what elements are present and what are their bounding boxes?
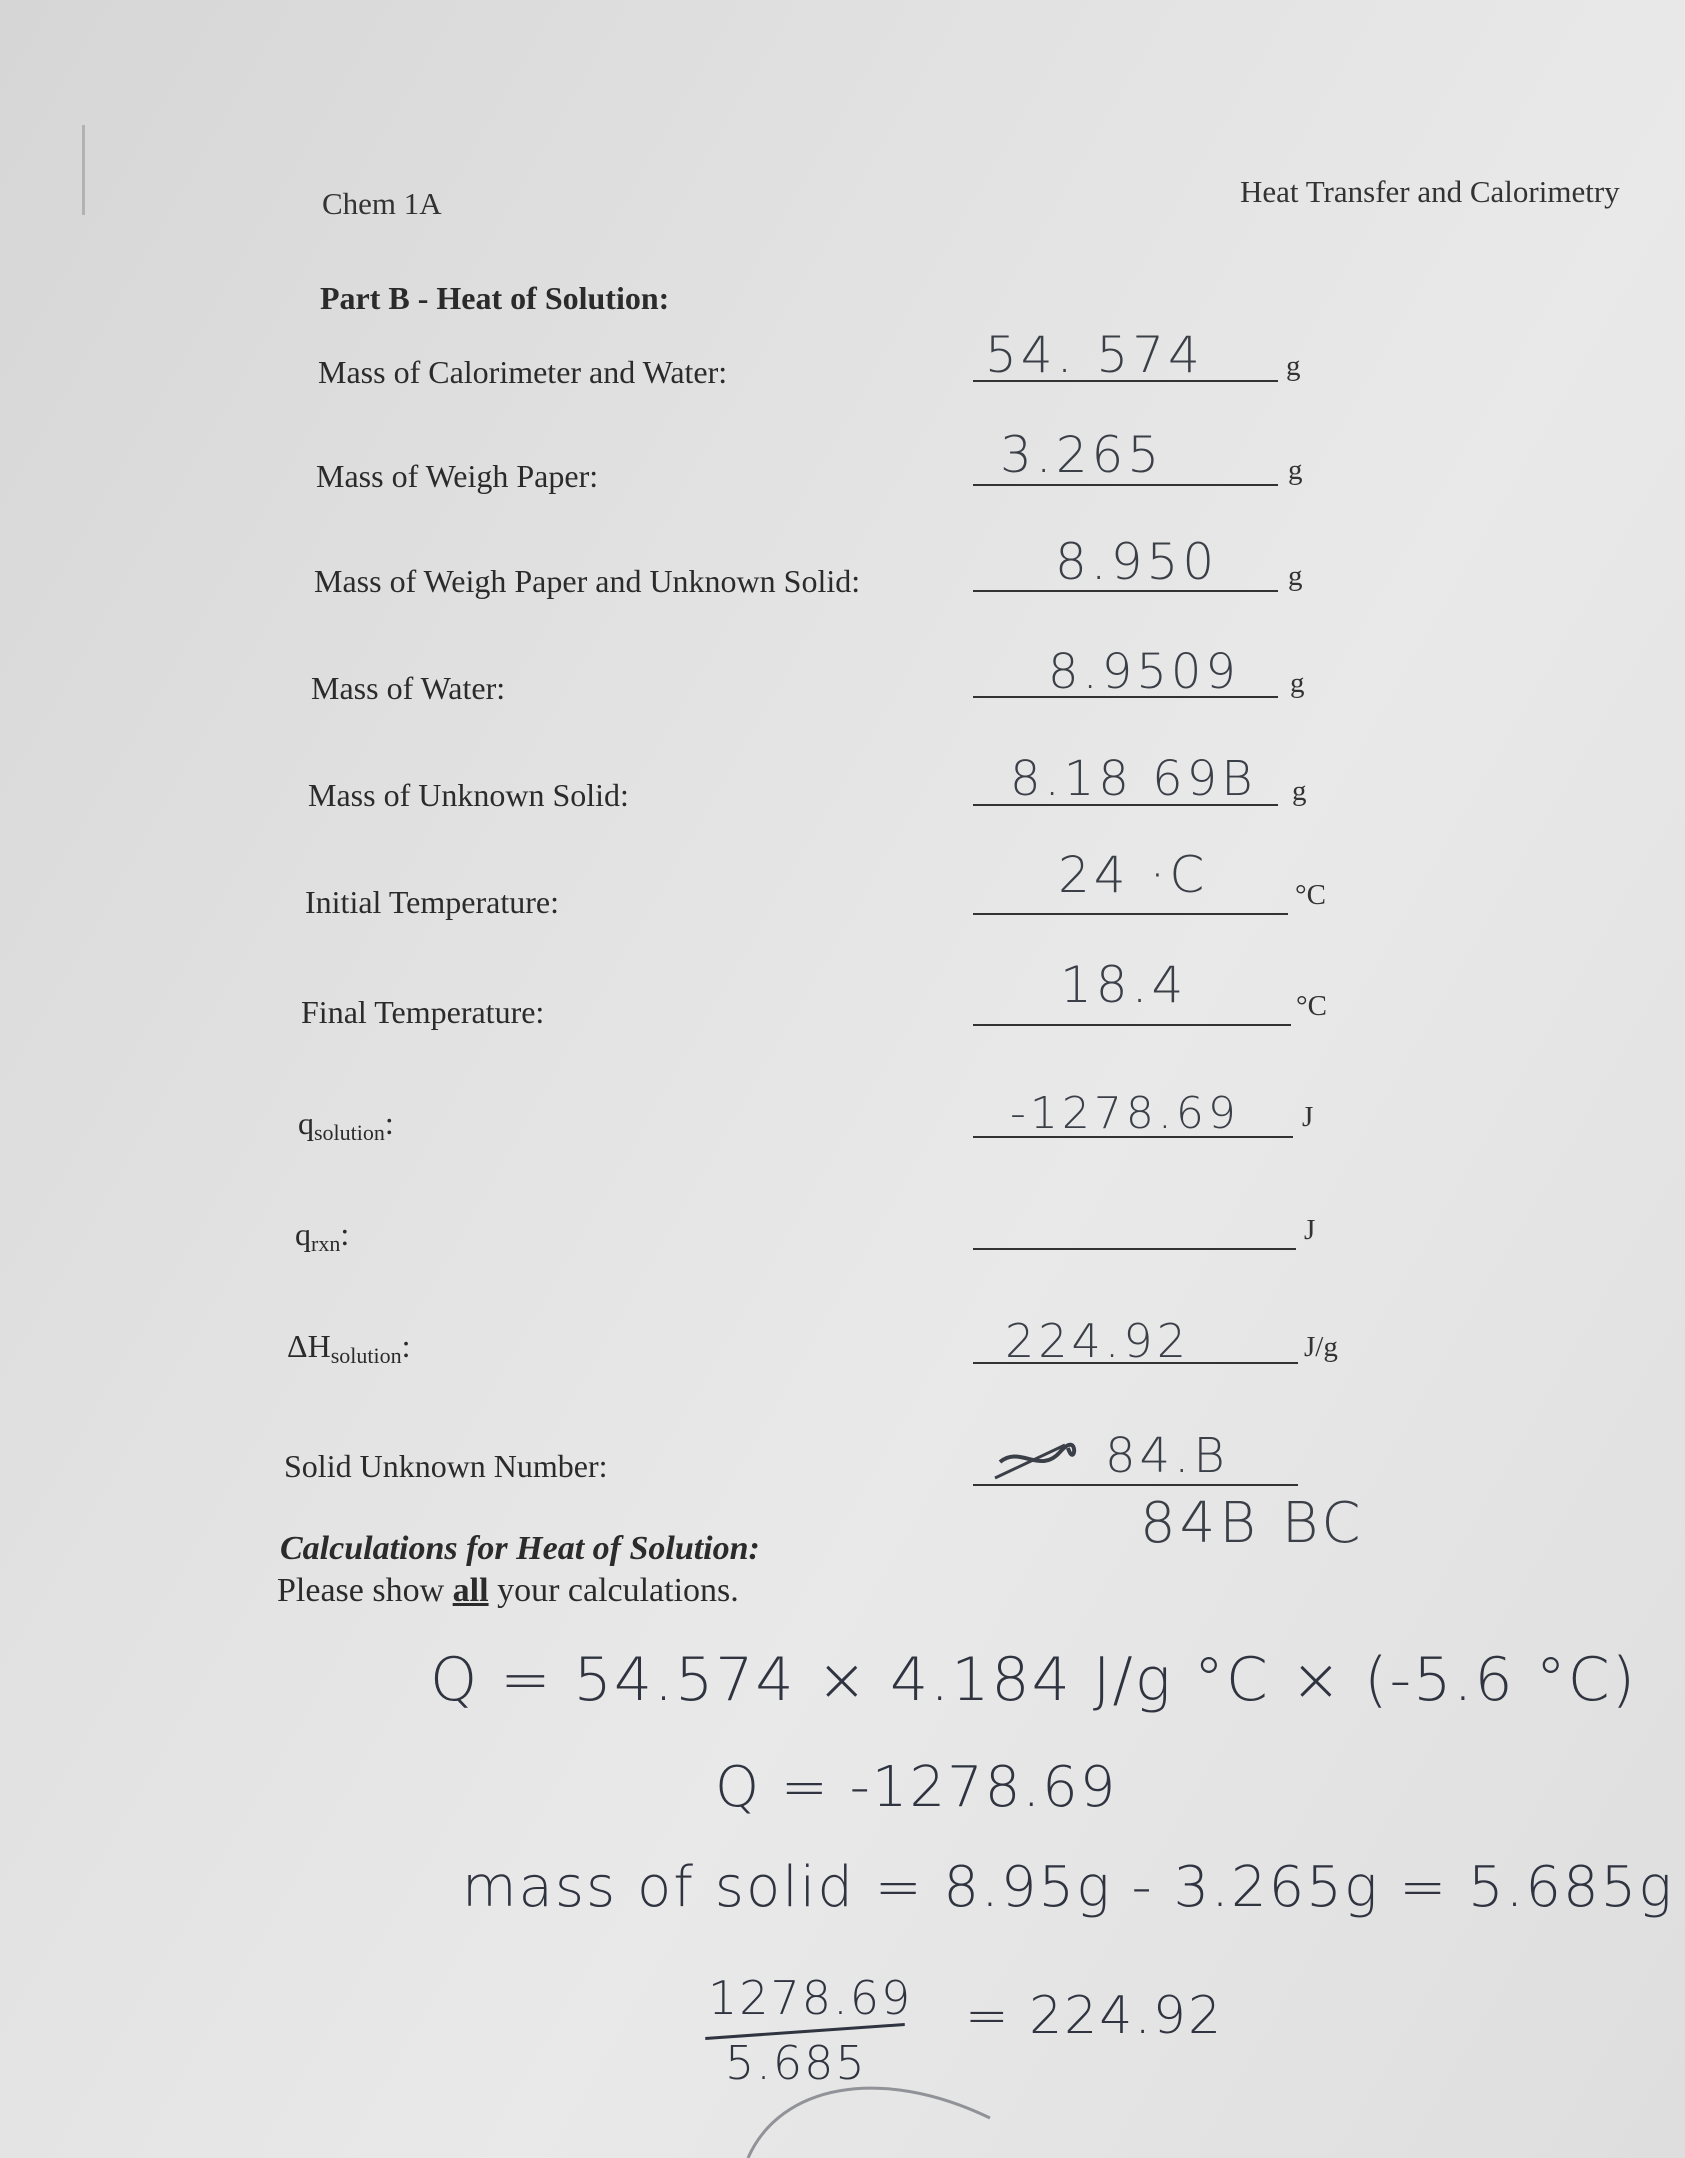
delta-h-symbol: ΔH: [287, 1328, 331, 1364]
calculations-title: Calculations for Heat of Solution:: [280, 1530, 760, 1567]
handwritten-value: 8.950: [1055, 533, 1219, 591]
handwritten-fraction-result: = 224.92: [965, 1986, 1224, 2046]
handwritten-value: 8.9509: [1048, 644, 1240, 700]
row-label-mass-calorimeter-water: Mass of Calorimeter and Water:: [318, 354, 728, 390]
label-colon: :: [401, 1328, 411, 1364]
course-title: Chem 1A: [322, 186, 442, 221]
unit: g: [1288, 454, 1303, 486]
handwritten-fraction-numerator: 1278.69: [708, 1971, 913, 2025]
instruction-emphasis: all: [452, 1572, 489, 1609]
handwritten-value: 84.B: [1105, 1428, 1229, 1484]
unit: °C: [1296, 990, 1327, 1022]
handwritten-calc-line-q: Q = 54.574 × 4.184 J/g °C × (-5.6 °C): [430, 1645, 1637, 1715]
page-edge-shadow: [82, 125, 85, 215]
row-label-solid-unknown-number: Solid Unknown Number:: [284, 1448, 608, 1484]
handwritten-value: 24 ·C: [1058, 846, 1209, 904]
label-colon: :: [384, 1105, 394, 1141]
answer-line: [973, 1216, 1296, 1250]
handwritten-value: -1278.69: [1010, 1088, 1240, 1139]
q-symbol: q: [298, 1105, 314, 1141]
row-label-mass-water: Mass of Water:: [311, 670, 506, 706]
unit: g: [1286, 350, 1301, 382]
handwritten-value: 18.4: [1060, 956, 1188, 1014]
instruction-text-start: Please show: [277, 1572, 453, 1609]
q-subscript: rxn: [311, 1231, 341, 1256]
handwritten-fraction-denominator: 5.685: [725, 2036, 867, 2090]
unit: g: [1292, 775, 1307, 807]
row-label-q-solution: [298, 1105, 394, 1146]
row-label-mass-paper-solid: Mass of Weigh Paper and Unknown Solid:: [314, 563, 861, 599]
q-subscript: solution: [314, 1120, 385, 1145]
row-label-q-rxn: [295, 1216, 349, 1257]
calculations-instruction: [277, 1572, 739, 1610]
label-colon: :: [340, 1216, 350, 1252]
unit: J/g: [1304, 1331, 1338, 1363]
handwritten-calc-line-q-result: Q = -1278.69: [715, 1755, 1118, 1820]
row-label-initial-temperature: Initial Temperature:: [305, 884, 559, 920]
unit: °C: [1295, 879, 1326, 911]
part-title: Part B - Heat of Solution:: [320, 280, 670, 316]
instruction-text-end: your calculations.: [488, 1572, 739, 1609]
handwritten-value: 224.92: [1005, 1314, 1190, 1368]
handwritten-calc-line-mass-solid: mass of solid = 8.95g - 3.265g = 5.685g: [462, 1855, 1674, 1920]
worksheet-topic: Heat Transfer and Calorimetry: [1240, 174, 1620, 209]
row-label-mass-weigh-paper: Mass of Weigh Paper:: [316, 458, 599, 494]
unit: g: [1290, 667, 1305, 699]
row-label-final-temperature: Final Temperature:: [301, 994, 545, 1030]
handwritten-value: 3.265: [1000, 426, 1164, 484]
handwritten-value: 8.18 69B: [1010, 751, 1257, 807]
handwritten-unknown-extra: 84B BC: [1140, 1491, 1365, 1556]
unit: J: [1302, 1101, 1314, 1133]
row-label-delta-h-solution: [287, 1328, 410, 1369]
row-label-mass-unknown-solid: Mass of Unknown Solid:: [308, 777, 629, 813]
q-symbol: q: [295, 1216, 311, 1252]
unit: J: [1304, 1214, 1316, 1246]
delta-h-subscript: solution: [330, 1343, 402, 1368]
handwritten-value: 54. 574: [985, 326, 1204, 384]
unit: g: [1288, 560, 1303, 592]
